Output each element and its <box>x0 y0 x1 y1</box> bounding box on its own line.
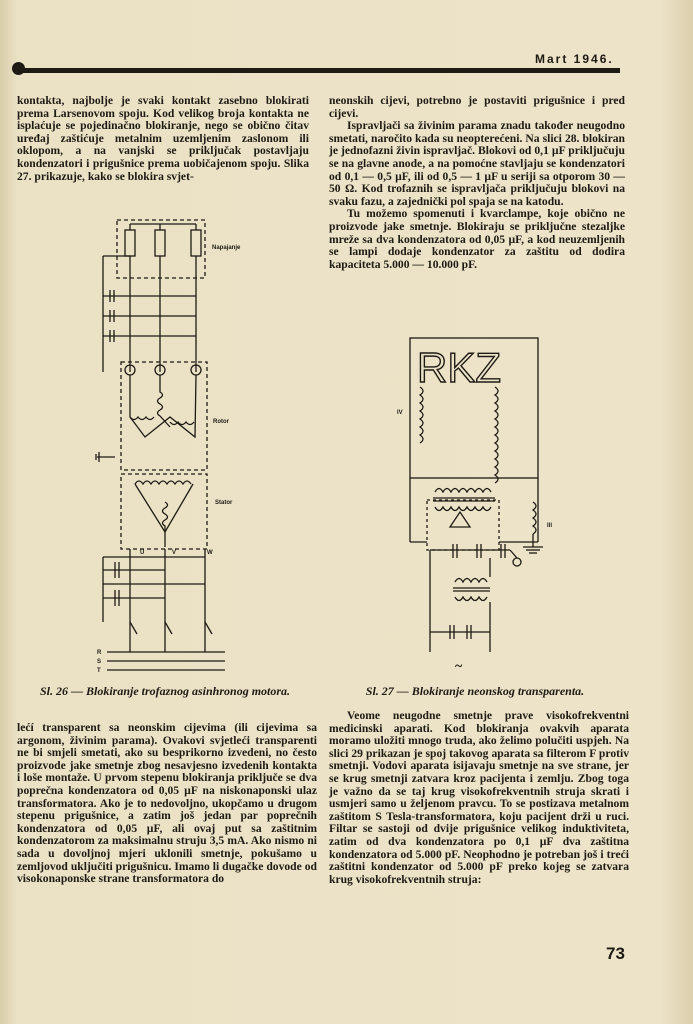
issue-date: Mart 1946. <box>535 52 614 66</box>
label-w: W <box>207 550 213 556</box>
right-column-top <box>329 95 625 271</box>
label-t: T <box>97 668 101 674</box>
paragraph: Tu možemo spomenuti i kvarclampe, koje obično ne proizvode jake smetnje. Blokiraju se priključne stezaljke mreže sa dva kondenzatora od 0,05 µF, a kod neuzemljenih se lampi dodaje kondenzator za zaštitu od dodira kapaciteta 5.000 — 10.000 pF. <box>329 207 625 271</box>
figure-26-schematic <box>95 212 245 677</box>
figure-27-caption: Sl. 27 — Blokiranje neonskog transparenta. <box>365 684 585 698</box>
paragraph: Veome neugodne smetnje prave visokofrekventni medicinski aparati. Kod blokiranja ovakvih aparata moramo uložiti mnogo truda, ako želimo polučiti uspjeh. Na slici 29 prikazan je spoj takovog aparata sa filterom F protiv smetnji. Vodovi aparata isijavaju smetnje na sve strane, jer se krug smetnji zatvara kroz pacijenta i zemlju. Zbog toga je važno da se taj krug visokofrekventnih struja skrati i usmjeri samo u željenom pravcu. To se postizava metalnom zaštitom S Tesla-transformatora, koju pacijent drži u ruci. Filtar se sastoji od dvije prigušnice velikog induktiviteta, zatim od dva kondenzatora po 0,1 µF dva zaštitna kondenzatora od 5.000 pF. Neophodno je potreban još i treći zaštitni kondenzator od 5.000 pF preko kojeg se zatvara krug visokofrekventnih struja: <box>329 709 629 886</box>
header-rule <box>14 68 620 73</box>
page-number: 73 <box>606 944 625 963</box>
figure-26-caption: Sl. 26 — Blokiranje trofaznog asinhronog motora. <box>39 684 291 698</box>
label-u: U <box>140 550 145 556</box>
paragraph: neonskih cijevi, potrebno je postaviti prigušnice i pred cijevi. <box>329 94 625 120</box>
paragraph: Ispravljači sa živinim parama znadu također neugodno smetati, naročito kada su neopterećeni. Na slici 28. blokiran je jednofazni živin ispravljač. Blokovi od 0,1 µF priključuju se na glavne anode, a na pomoćne stavljaju se kondenzatori od 0,1 — 0,5 µF, ili od 0,5 — 1 µF u seriji sa otporom 30 — 50 Ω. Kod trofaznih se ispravljača priključuju blokovi na svaku fazu, a zajednički pol spaja se na katodu. <box>329 119 625 208</box>
paragraph: lećí transparent sa neonskim cijevima (ili cijevima sa argonom, živinim parama). Ovakovi svjetleći transparenti ne bi smjeli smetati, ako su besprikorno izvedeni, no često proizvode jake smetnje zbog nesavjesno izvedenih kontakta i loše montaže. U prvom stepenu blokiranja priključe se dva poprečna kondenzatora od 0,05 µF na niskonaponski ulaz transformatora. Ako je to nedovoljno, ukopčamo u drugom stepenu prigušnice, a zatim još jedan par poprečnih kondenzatora od 0,05 µF, ali ovaj put sa zaštitnim kondenzatorom za maksimalnu struju 3,5 mA. Ako nismo ni sada u dovoljnoj mjeri uklonili smetnje, pokušamo u zemljovod uključiti prigušnicu. Imamo li dugačke dovode od visokonaponske strane transformatora do <box>17 721 317 886</box>
label-stator: Stator <box>215 500 233 506</box>
label-r: R <box>97 650 102 656</box>
label-s: S <box>97 659 102 665</box>
paragraph: kontakta, najbolje je svaki kontakt zasebno blokirati prema Larsenovom spoju. Kod velikog broja kontakta ne isplaćuje se pojedinačno blokiranje, nego se obično čitav uređaj zaštićuje metalnim uzemljenim zaslonom ili oklopom, a na vanjski se priključak postavljaju kondenzatori i prigušnice prema uobičajenom spoju. Slika 27. prikazuje, kako se blokira svjet- <box>17 94 309 183</box>
label-rotor: Rotor <box>213 419 229 425</box>
label-ac-source: ~ <box>455 659 463 674</box>
figure-27-schematic <box>395 332 565 677</box>
left-column-bottom <box>17 722 317 886</box>
left-column-top <box>17 95 309 183</box>
right-column-bottom <box>329 710 629 886</box>
label-rkz: RKZ <box>417 344 501 391</box>
label-iv: IV <box>397 410 403 416</box>
label-ill: Ill <box>547 523 553 529</box>
label-v: V <box>172 550 177 556</box>
label-napajanje: Napajanje <box>212 245 241 251</box>
